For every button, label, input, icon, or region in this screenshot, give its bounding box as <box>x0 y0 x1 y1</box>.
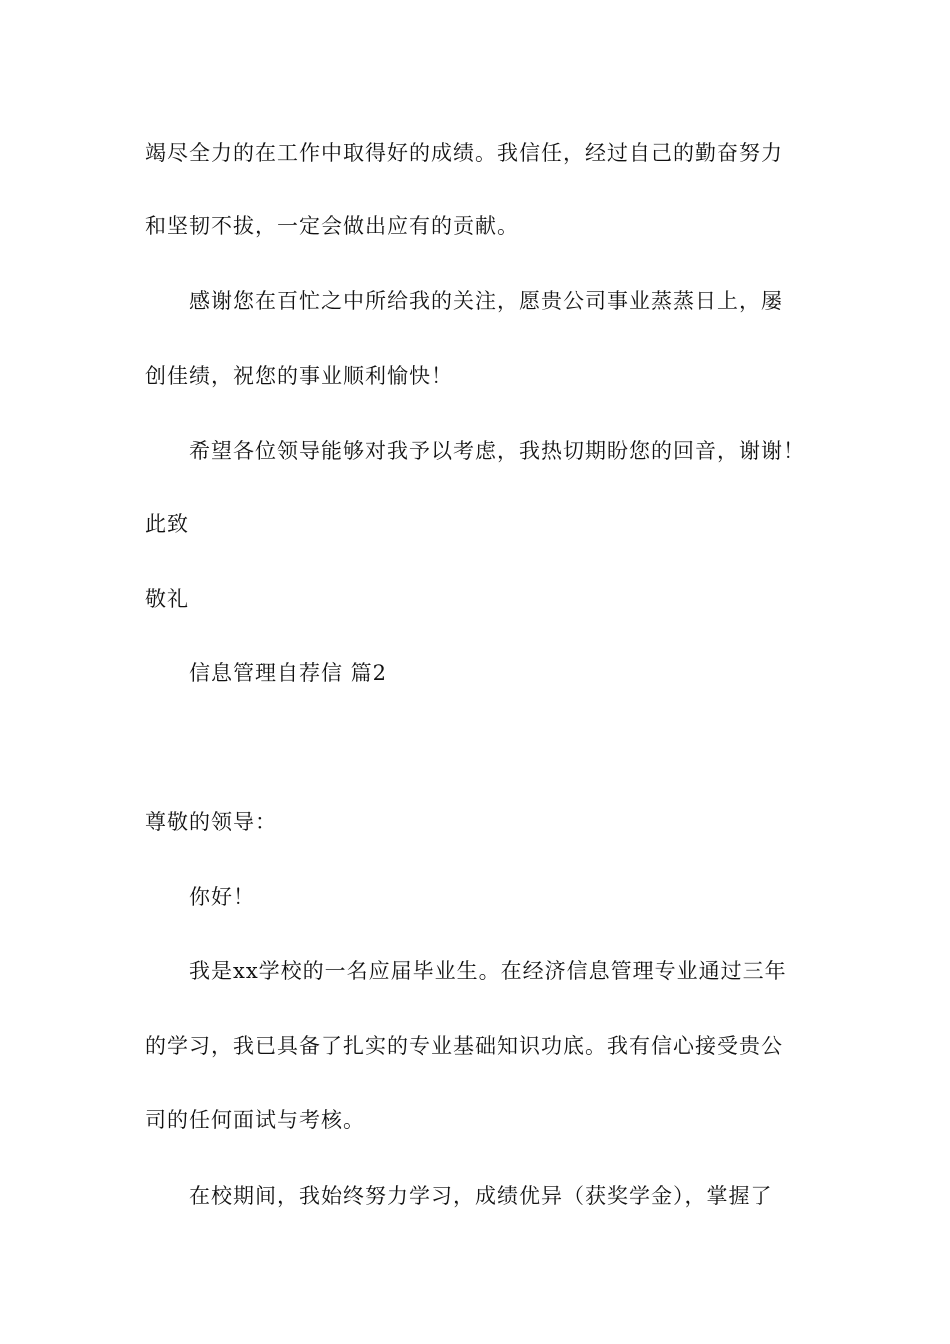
paragraph-line: 竭尽全力的在工作中取得好的成绩。我信任，经过自己的勤奋努力 <box>145 141 783 165</box>
paragraph-line: 创佳绩，祝您的事业顺利愉快！ <box>145 364 453 388</box>
paragraph-line: 我是xx学校的一名应届毕业生。在经济信息管理专业通过三年 <box>189 959 787 983</box>
closing-line: 此致 <box>145 512 189 536</box>
paragraph-line: 感谢您在百忙之中所给我的关注，愿贵公司事业蒸蒸日上，屡 <box>189 289 783 313</box>
paragraph-line: 和坚韧不拔，一定会做出应有的贡献。 <box>145 214 519 238</box>
section-heading: 信息管理自荐信 篇2 <box>189 661 388 685</box>
paragraph-line: 的学习，我已具备了扎实的专业基础知识功底。我有信心接受贵公 <box>145 1034 783 1058</box>
paragraph-line: 希望各位领导能够对我予以考虑，我热切期盼您的回音，谢谢！ <box>189 439 805 463</box>
paragraph-line: 司的任何面试与考核。 <box>145 1108 365 1132</box>
greeting: 你好！ <box>189 885 255 909</box>
paragraph-line: 在校期间，我始终努力学习，成绩优异（获奖学金），掌握了 <box>189 1184 773 1208</box>
closing-line: 敬礼 <box>145 587 189 611</box>
salutation: 尊敬的领导： <box>145 810 277 834</box>
